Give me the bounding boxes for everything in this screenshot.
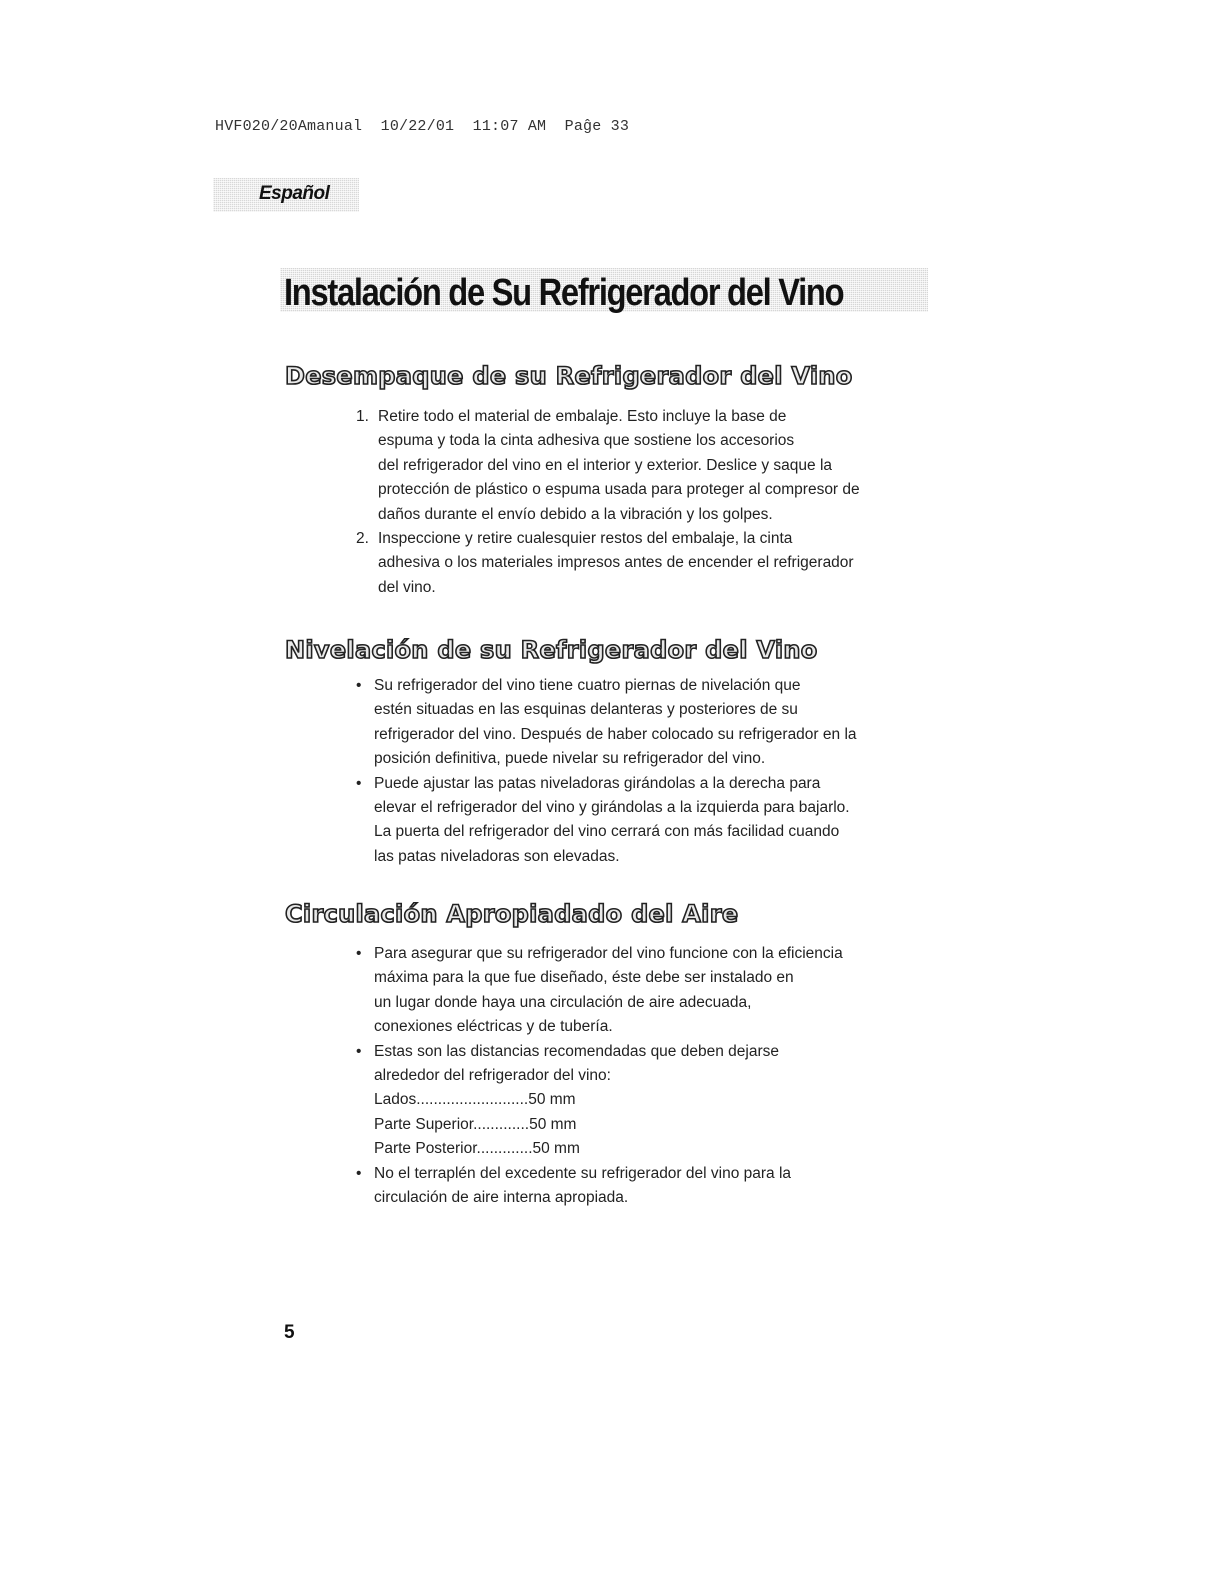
list-line: máxima para la que fue diseñado, éste debe ser instalado en: [374, 969, 794, 987]
list-item: [356, 674, 857, 772]
distance-rear: Parte Posterior.............50 mm: [374, 1140, 580, 1158]
list-line: elevar el refrigerador del vino y girándolas a la izquierda para bajarlo.: [374, 799, 850, 817]
language-tab-label: Español: [259, 183, 330, 204]
list-line: conexiones eléctricas y de tubería.: [374, 1018, 613, 1036]
bullet-icon: •: [356, 677, 362, 694]
list-line: No el terraplén del excedente su refrigerador del vino para la: [374, 1164, 792, 1182]
list-marker: 1.: [356, 408, 369, 425]
list-line: protección de plástico o espuma usada para proteger al compresor de: [378, 481, 860, 499]
list-line: del refrigerador del vino en el interior y exterior. Deslice y saque la: [378, 456, 833, 474]
list-item: [356, 1040, 843, 1162]
page-title: Instalación de Su Refrigerador del Vino: [284, 272, 844, 314]
list-line: refrigerador del vino. Después de haber colocado su refrigerador en la: [374, 725, 857, 743]
list-item: [356, 1162, 843, 1211]
section-heading-unpacking: Desempaque de su Refrigerador del Vino: [285, 362, 853, 390]
language-tab: [213, 178, 359, 212]
list-line: Para asegurar que su refrigerador del vino funcione con la eficiencia: [374, 945, 843, 962]
list-line: Puede ajustar las patas niveladoras girándolas a la derecha para: [374, 774, 821, 792]
list-line: posición definitiva, puede nivelar su refrigerador del vino.: [374, 750, 766, 768]
list-item: [356, 405, 860, 527]
list-line: circulación de aire interna apropiada.: [374, 1189, 629, 1207]
bullet-icon: •: [356, 945, 362, 962]
list-line: Retire todo el material de embalaje. Esto incluye la base de: [378, 408, 787, 425]
list-line: alrededor del refrigerador del vino:: [374, 1067, 611, 1085]
bullet-icon: •: [356, 1164, 362, 1182]
list-line: estén situadas en las esquinas delanteras y posteriores de su: [374, 701, 798, 719]
list-line: Inspeccione y retire cualesquier restos del embalaje, la cinta: [378, 530, 793, 548]
list-line: La puerta del refrigerador del vino cerrará con más facilidad cuando: [374, 823, 840, 841]
bullet-icon: •: [356, 774, 362, 792]
distance-top: Parte Superior.............50 mm: [374, 1115, 577, 1133]
list-line: daños durante el envío debido a la vibración y los golpes.: [378, 505, 773, 523]
air-circulation-list: [356, 942, 843, 1210]
print-header: HVF020/20Amanual 10/22/01 11:07 AM Paĝe 33: [215, 118, 630, 135]
bullet-icon: •: [356, 1042, 362, 1060]
distance-sides: Lados..........................50 mm: [374, 1091, 576, 1109]
list-line: adhesiva o los materiales impresos antes de encender el refrigerador: [378, 554, 854, 572]
list-item: [356, 772, 857, 870]
list-line: Estas son las distancias recomendadas que deben dejarse: [374, 1042, 779, 1060]
list-line: espuma y toda la cinta adhesiva que sostiene los accesorios: [378, 432, 795, 450]
list-line: un lugar donde haya una circulación de aire adecuada,: [374, 993, 752, 1011]
list-line: las patas niveladoras son elevadas.: [374, 847, 620, 865]
list-item: [356, 942, 843, 1040]
list-marker: 2.: [356, 530, 369, 548]
section-heading-air-circulation: Circulación Apropiadado del Aire: [285, 900, 739, 928]
unpacking-steps-list: [356, 405, 860, 600]
list-line: del vino.: [378, 578, 436, 596]
section-heading-leveling: Nivelación de su Refrigerador del Vino: [285, 636, 818, 664]
list-line: Su refrigerador del vino tiene cuatro piernas de nivelación que: [374, 677, 801, 694]
leveling-list: [356, 674, 857, 869]
page-number: 5: [284, 1322, 295, 1343]
list-item: [356, 527, 860, 600]
